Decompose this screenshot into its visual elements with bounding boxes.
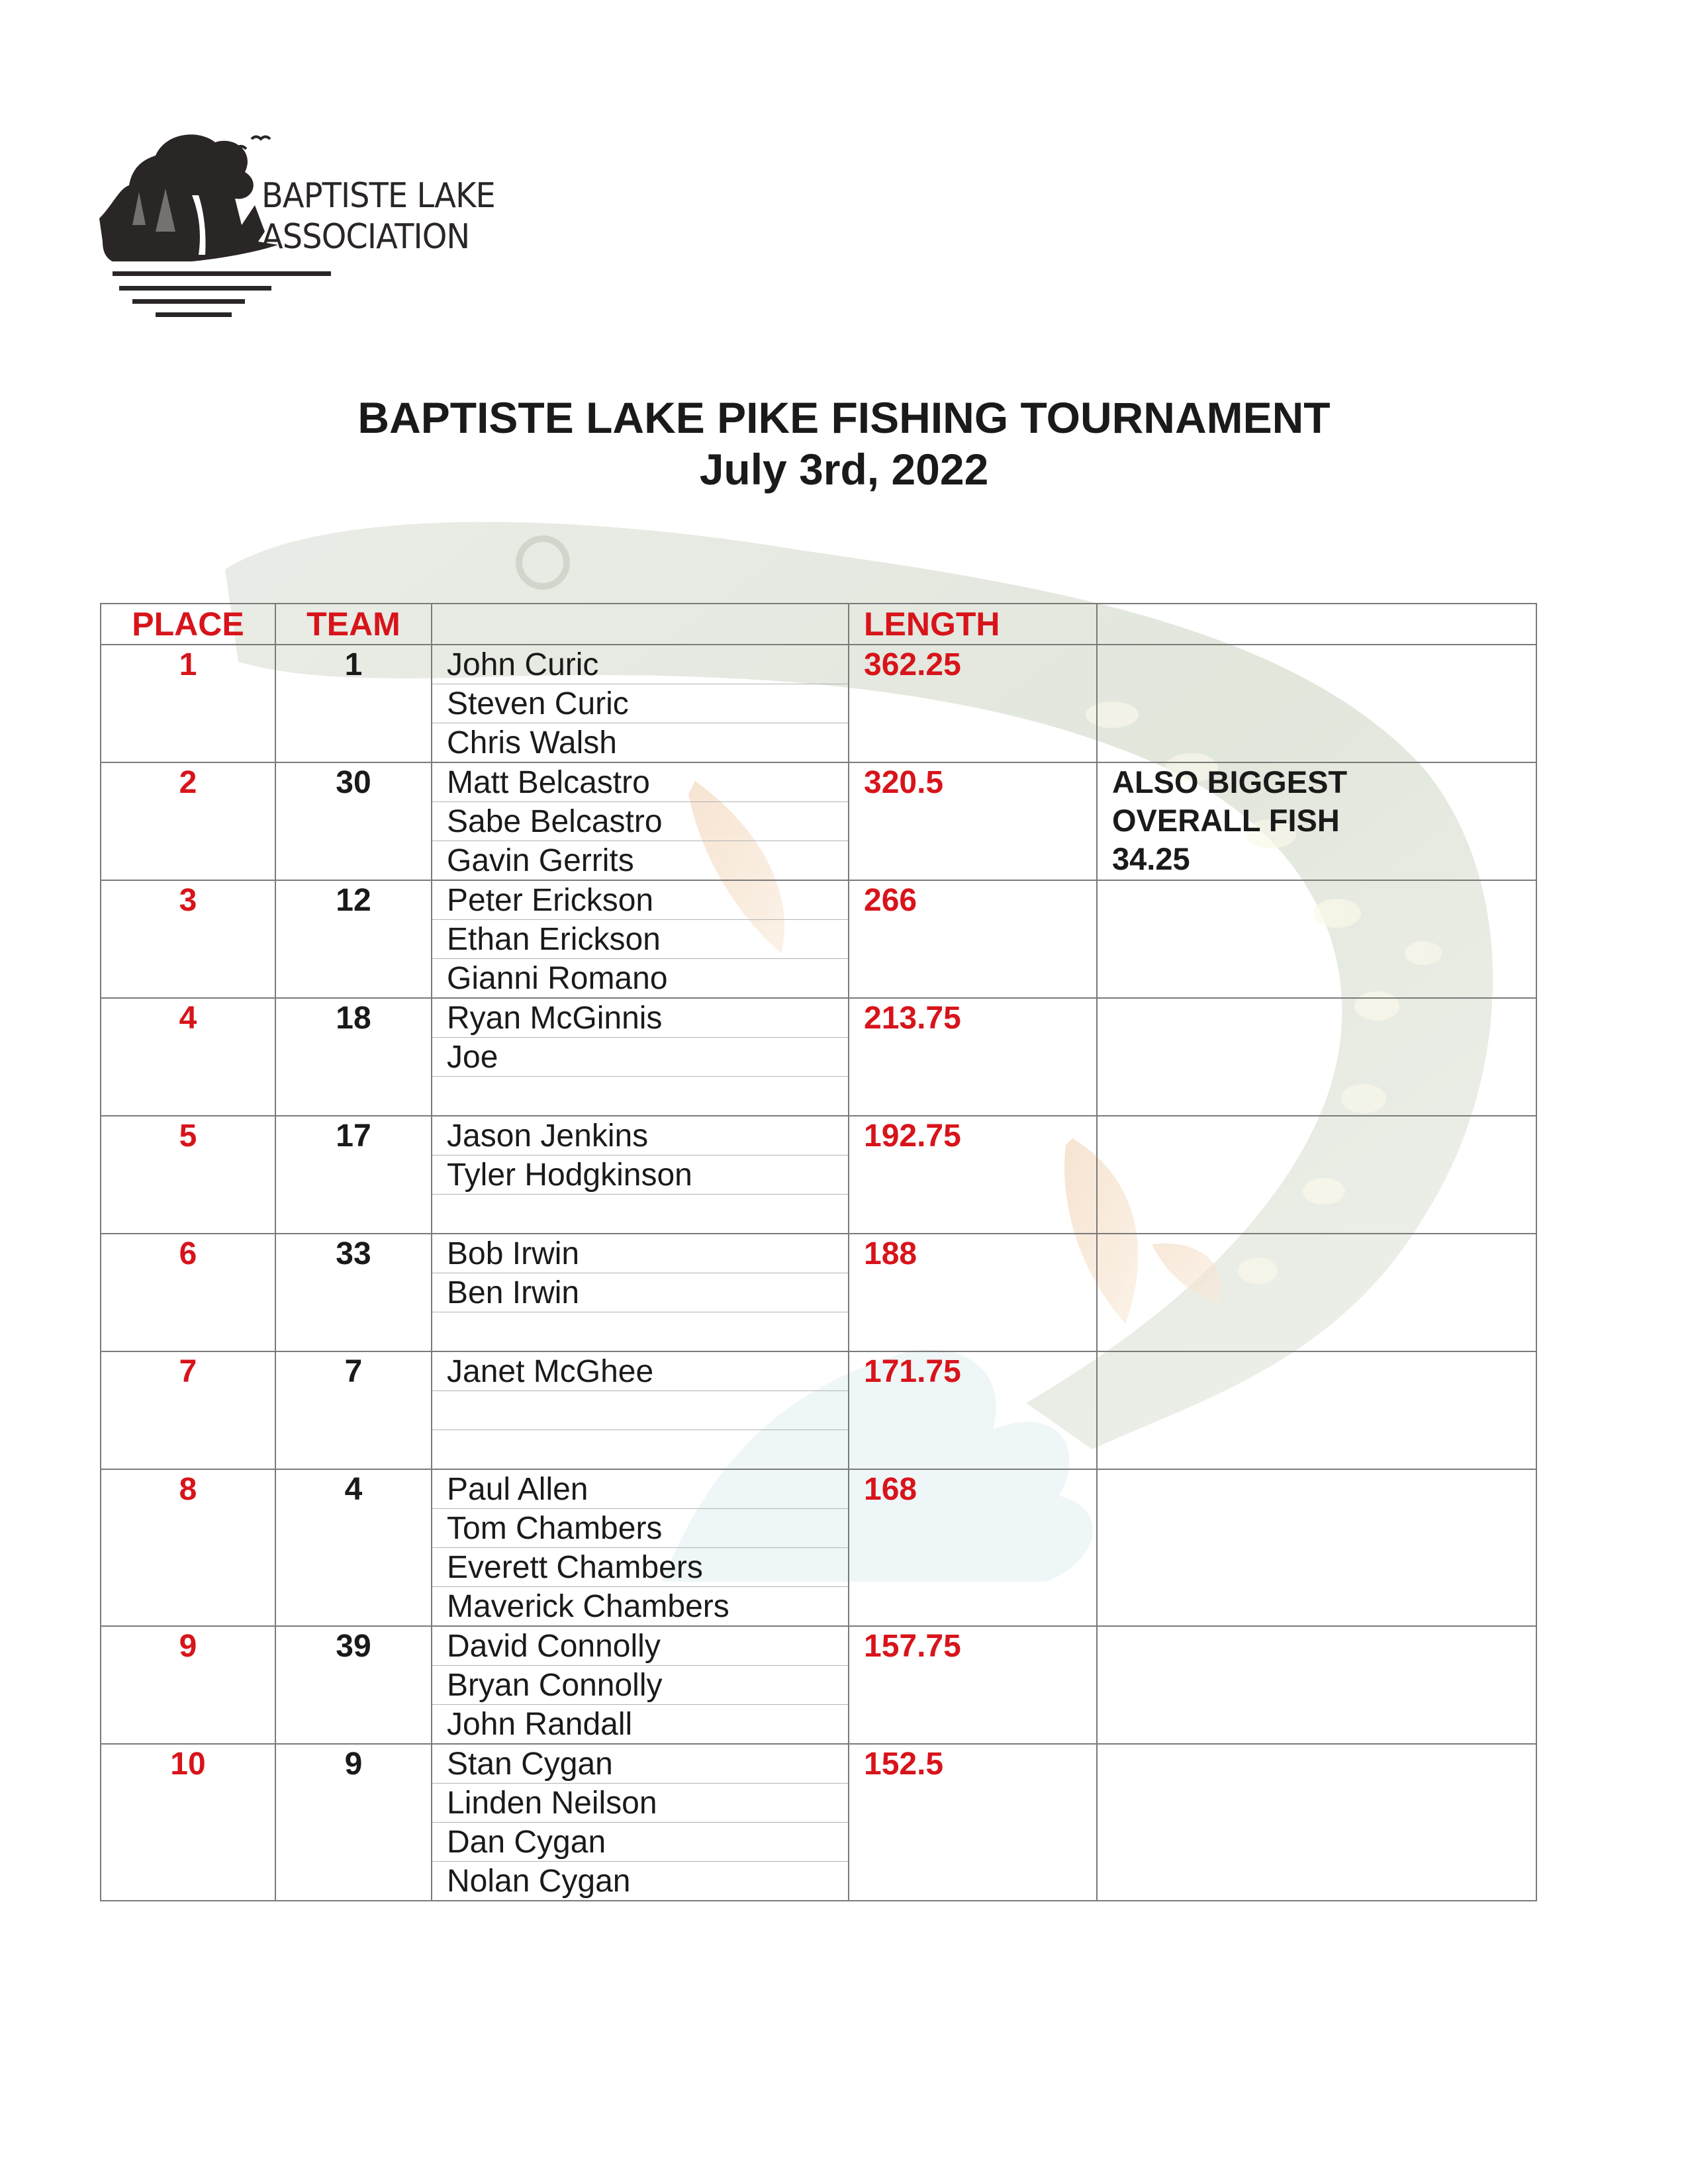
team-members-cell (432, 1116, 849, 1234)
place-value: 4 (179, 1001, 197, 1036)
place-cell (101, 1626, 275, 1744)
length-value: 157.75 (864, 1629, 961, 1664)
table-row (101, 762, 1536, 880)
length-cell (849, 998, 1097, 1116)
length-value: 192.75 (864, 1118, 961, 1154)
team-members-cell (432, 1744, 849, 1901)
team-value: 18 (336, 1001, 371, 1036)
results-table (100, 603, 1537, 1901)
length-value: 213.75 (864, 1001, 961, 1036)
table-row (101, 645, 1536, 762)
length-cell (849, 1116, 1097, 1234)
team-members-cell (432, 645, 849, 762)
note-line: OVERALL FISH (1112, 803, 1340, 838)
member-name: Ryan McGinnis (432, 999, 848, 1038)
notes-cell (1097, 1626, 1536, 1744)
team-cell (275, 1469, 432, 1626)
place-cell (101, 645, 275, 762)
member-name: Sabe Belcastro (432, 802, 848, 841)
team-value: 12 (336, 883, 371, 918)
table-header-row (101, 604, 1536, 645)
notes-cell (1097, 1469, 1536, 1626)
length-cell (849, 1234, 1097, 1351)
member-name: Bryan Connolly (432, 1666, 848, 1705)
place-cell (101, 880, 275, 998)
team-value: 7 (344, 1354, 363, 1389)
place-value: 2 (179, 765, 197, 800)
table-row (101, 1351, 1536, 1469)
place-cell (101, 1234, 275, 1351)
member-name: Everett Chambers (432, 1548, 848, 1587)
header-team: TEAM (275, 604, 432, 645)
place-cell (101, 1351, 275, 1469)
length-value: 152.5 (864, 1747, 944, 1782)
team-members-cell (432, 762, 849, 880)
length-value: 362.25 (864, 647, 961, 682)
member-name: Bob Irwin (432, 1234, 848, 1273)
team-value: 17 (336, 1118, 371, 1154)
member-name: Nolan Cygan (447, 1864, 631, 1899)
table-row (101, 1744, 1536, 1901)
notes-cell (1097, 762, 1536, 880)
header-notes (1097, 604, 1536, 645)
team-members-cell (432, 998, 849, 1116)
team-cell (275, 880, 432, 998)
member-name: Dan Cygan (432, 1823, 848, 1862)
place-value: 9 (179, 1629, 197, 1664)
notes-cell (1097, 998, 1536, 1116)
team-cell (275, 762, 432, 880)
team-value: 30 (336, 765, 371, 800)
team-cell (275, 1116, 432, 1234)
notes-cell (1097, 1351, 1536, 1469)
team-cell (275, 645, 432, 762)
logo-wordmark (261, 175, 495, 257)
member-name (432, 1312, 848, 1351)
member-name: John Curic (432, 645, 848, 684)
place-value: 10 (170, 1747, 206, 1782)
member-name: Steven Curic (432, 684, 848, 723)
length-value: 266 (864, 883, 917, 918)
table-row (101, 998, 1536, 1116)
member-name: Tyler Hodgkinson (432, 1156, 848, 1195)
team-value: 9 (344, 1747, 363, 1782)
member-name: Gavin Gerrits (447, 843, 634, 878)
member-name (432, 1077, 848, 1115)
place-value: 8 (179, 1472, 197, 1507)
team-members-cell (432, 1626, 849, 1744)
member-name: Tom Chambers (432, 1509, 848, 1548)
member-name: David Connolly (432, 1627, 848, 1666)
member-name: John Randall (447, 1707, 633, 1742)
member-name: Paul Allen (432, 1470, 848, 1509)
member-name: Joe (432, 1038, 848, 1077)
team-cell (275, 1234, 432, 1351)
note-line: 34.25 (1112, 841, 1190, 876)
notes-cell (1097, 880, 1536, 998)
member-name: Jason Jenkins (432, 1116, 848, 1156)
place-value: 1 (179, 647, 197, 682)
table-row (101, 880, 1536, 998)
team-cell (275, 998, 432, 1116)
member-name: Matt Belcastro (432, 763, 848, 802)
team-members-cell (432, 880, 849, 998)
member-name: Ethan Erickson (432, 920, 848, 959)
header-place: PLACE (101, 604, 275, 645)
document-title (0, 392, 1688, 495)
logo-line-2: ASSOCIATION (261, 217, 470, 257)
member-name (432, 1391, 848, 1430)
team-value: 33 (336, 1236, 371, 1271)
length-cell (849, 1351, 1097, 1469)
member-name: Ben Irwin (432, 1273, 848, 1312)
place-value: 6 (179, 1236, 197, 1271)
table-row (101, 1626, 1536, 1744)
team-cell (275, 1626, 432, 1744)
member-name: Chris Walsh (447, 725, 617, 760)
title-line-1: BAPTISTE LAKE PIKE FISHING TOURNAMENT (357, 393, 1331, 442)
length-value: 168 (864, 1472, 917, 1507)
team-value: 39 (336, 1629, 371, 1664)
place-value: 5 (179, 1118, 197, 1154)
member-name: Linden Neilson (432, 1784, 848, 1823)
team-cell (275, 1351, 432, 1469)
member-name: Maverick Chambers (447, 1589, 729, 1624)
place-cell (101, 1469, 275, 1626)
place-cell (101, 762, 275, 880)
notes-cell (1097, 1116, 1536, 1234)
notes-cell (1097, 1234, 1536, 1351)
member-name: Janet McGhee (432, 1352, 848, 1391)
note-line: ALSO BIGGEST (1112, 764, 1348, 799)
place-cell (101, 998, 275, 1116)
header-names (432, 604, 849, 645)
table-row (101, 1469, 1536, 1626)
place-cell (101, 1116, 275, 1234)
header-length: LENGTH (849, 604, 1097, 645)
place-value: 7 (179, 1354, 197, 1389)
member-name: Gianni Romano (447, 961, 668, 996)
table-row (101, 1234, 1536, 1351)
length-value: 171.75 (864, 1354, 961, 1389)
length-value: 188 (864, 1236, 917, 1271)
member-name: Stan Cygan (432, 1745, 848, 1784)
length-cell (849, 1469, 1097, 1626)
member-name (432, 1195, 848, 1233)
team-value: 1 (344, 647, 363, 682)
team-value: 4 (344, 1472, 363, 1507)
length-cell (849, 645, 1097, 762)
member-name (432, 1430, 848, 1469)
length-cell (849, 762, 1097, 880)
place-value: 3 (179, 883, 197, 918)
team-members-cell (432, 1234, 849, 1351)
length-value: 320.5 (864, 765, 944, 800)
team-members-cell (432, 1469, 849, 1626)
title-line-2: July 3rd, 2022 (699, 445, 989, 494)
team-cell (275, 1744, 432, 1901)
table-row (101, 1116, 1536, 1234)
length-cell (849, 1626, 1097, 1744)
place-cell (101, 1744, 275, 1901)
length-cell (849, 1744, 1097, 1901)
notes-cell (1097, 645, 1536, 762)
team-members-cell (432, 1351, 849, 1469)
member-name: Peter Erickson (432, 881, 848, 920)
length-cell (849, 880, 1097, 998)
notes-cell (1097, 1744, 1536, 1901)
logo-line-1: BAPTISTE LAKE (261, 176, 495, 216)
